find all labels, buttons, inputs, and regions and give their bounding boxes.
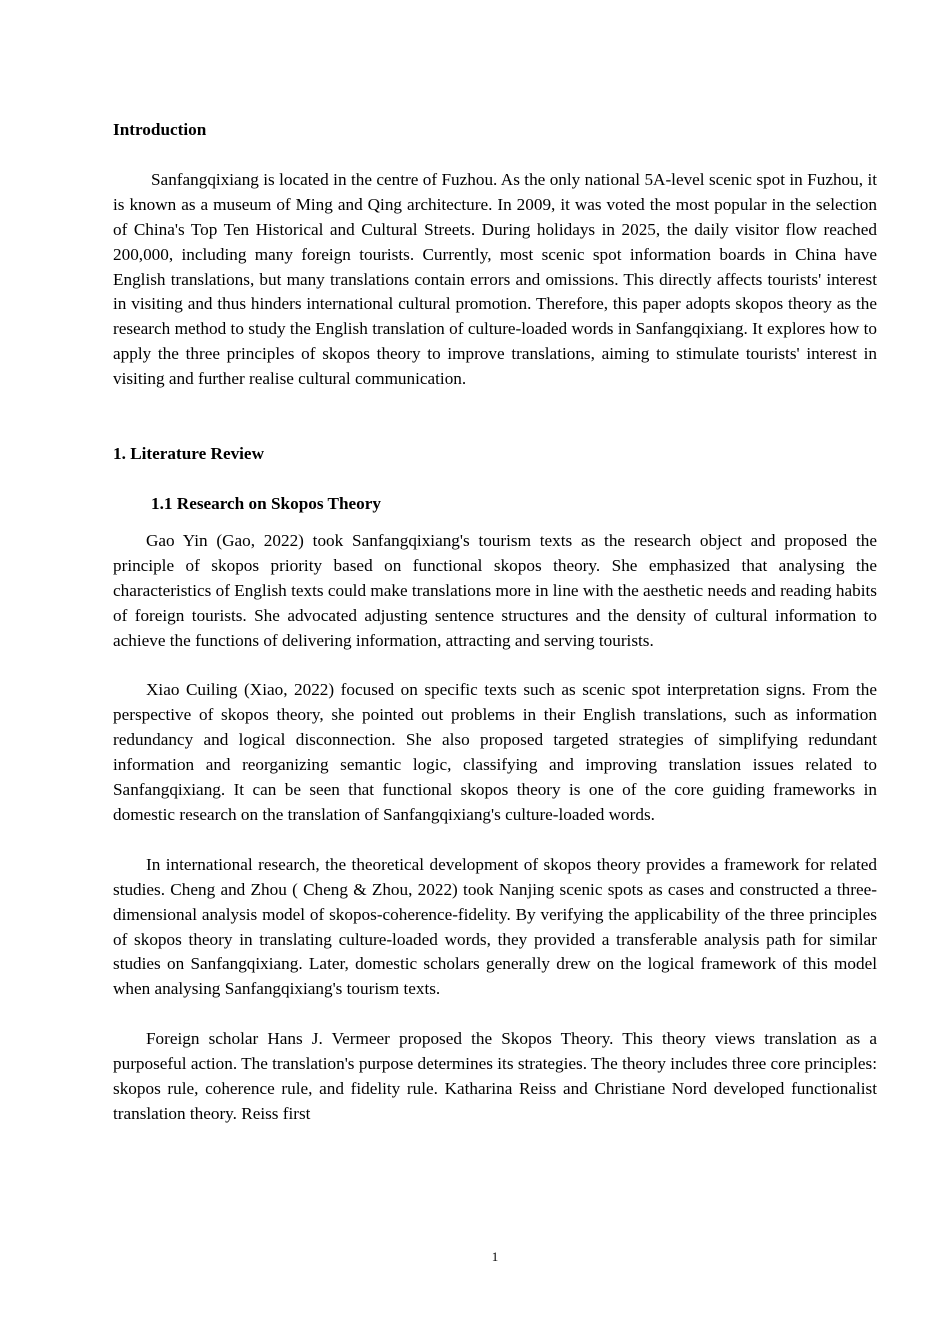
- paragraph-international-research: In international research, the theoretical development of skopos theory provides a framework for related studies. Cheng and Zhou ( Cheng & Zhou, 2022) took Nanjing scenic spots as cases and constructed a three-dimensional analysis model of skopos-coherence-fidelity. By verifying the applicability of the three principles of skopos theory in translating culture-loaded words, they provided a transferable analysis path for similar studies on Sanfangqixiang. Later, domestic scholars generally drew on the logical framework of this model when analysing Sanfangqixiang's tourism texts.: [113, 854, 877, 999]
- introduction-paragraph: Sanfangqixiang is located in the centre of Fuzhou. As the only national 5A-level scenic spot in Fuzhou, it is known as a museum of Ming and Qing architecture. In 2009, it was voted the most popular in the selection of China's Top Ten Historical and Cultural Streets. During holidays in 2025, the daily visitor flow reached 200,000, including many foreign tourists. Currently, most scenic spot information boards in China have English translations, but many translations contain errors and omissions. This directly affects tourists' interest in visiting and thus hinders international cultural promotion. Therefore, this paper adopts skopos theory as the research method to study the English translation of culture-loaded words in Sanfangqixiang. It explores how to apply the three principles of skopos theory to improve translations, aiming to stimulate tourists' interest in visiting and further realise cultural communication.: [113, 169, 877, 389]
- paragraph-gao-yin: Gao Yin (Gao, 2022) took Sanfangqixiang's tourism texts as the research object and proposed the principle of skopos priority based on functional skopos theory. She emphasized that analysing the characteristics of English texts could make translations more in line with the aesthetic needs and reading habits of foreign tourists. She advocated adjusting sentence structures and the density of cultural information to achieve the functions of delivering information, attracting and serving tourists.: [113, 530, 877, 650]
- page-number: 1: [491, 1249, 499, 1264]
- literature-review-heading: 1. Literature Review: [113, 444, 264, 464]
- skopos-research-subheading: 1.1 Research on Skopos Theory: [151, 493, 381, 513]
- paragraph-xiao-cuiling: Xiao Cuiling (Xiao, 2022) focused on specific texts such as scenic spot interpretation signs. From the perspective of skopos theory, she pointed out problems in their English translations, such as information redundancy and logical disconnection. She also proposed targeted strategies of simplifying redundant information and reorganizing semantic logic, classifying and improving translation issues related to Sanfangqixiang. It can be seen that functional skopos theory is one of the core guiding frameworks in domestic research on the translation of Sanfangqixiang's culture-loaded words.: [113, 680, 877, 824]
- page-body: [113, 118, 877, 1127]
- paragraph-vermeer: Foreign scholar Hans J. Vermeer proposed the Skopos Theory. This theory views translation as a purposeful action. The translation's purpose determines its strategies. The theory includes three core principles: skopos rule, coherence rule, and fidelity rule. Katharina Reiss and Christiane Nord developed functionalist translation theory. Reiss first: [113, 1029, 877, 1123]
- introduction-heading: Introduction: [113, 120, 207, 139]
